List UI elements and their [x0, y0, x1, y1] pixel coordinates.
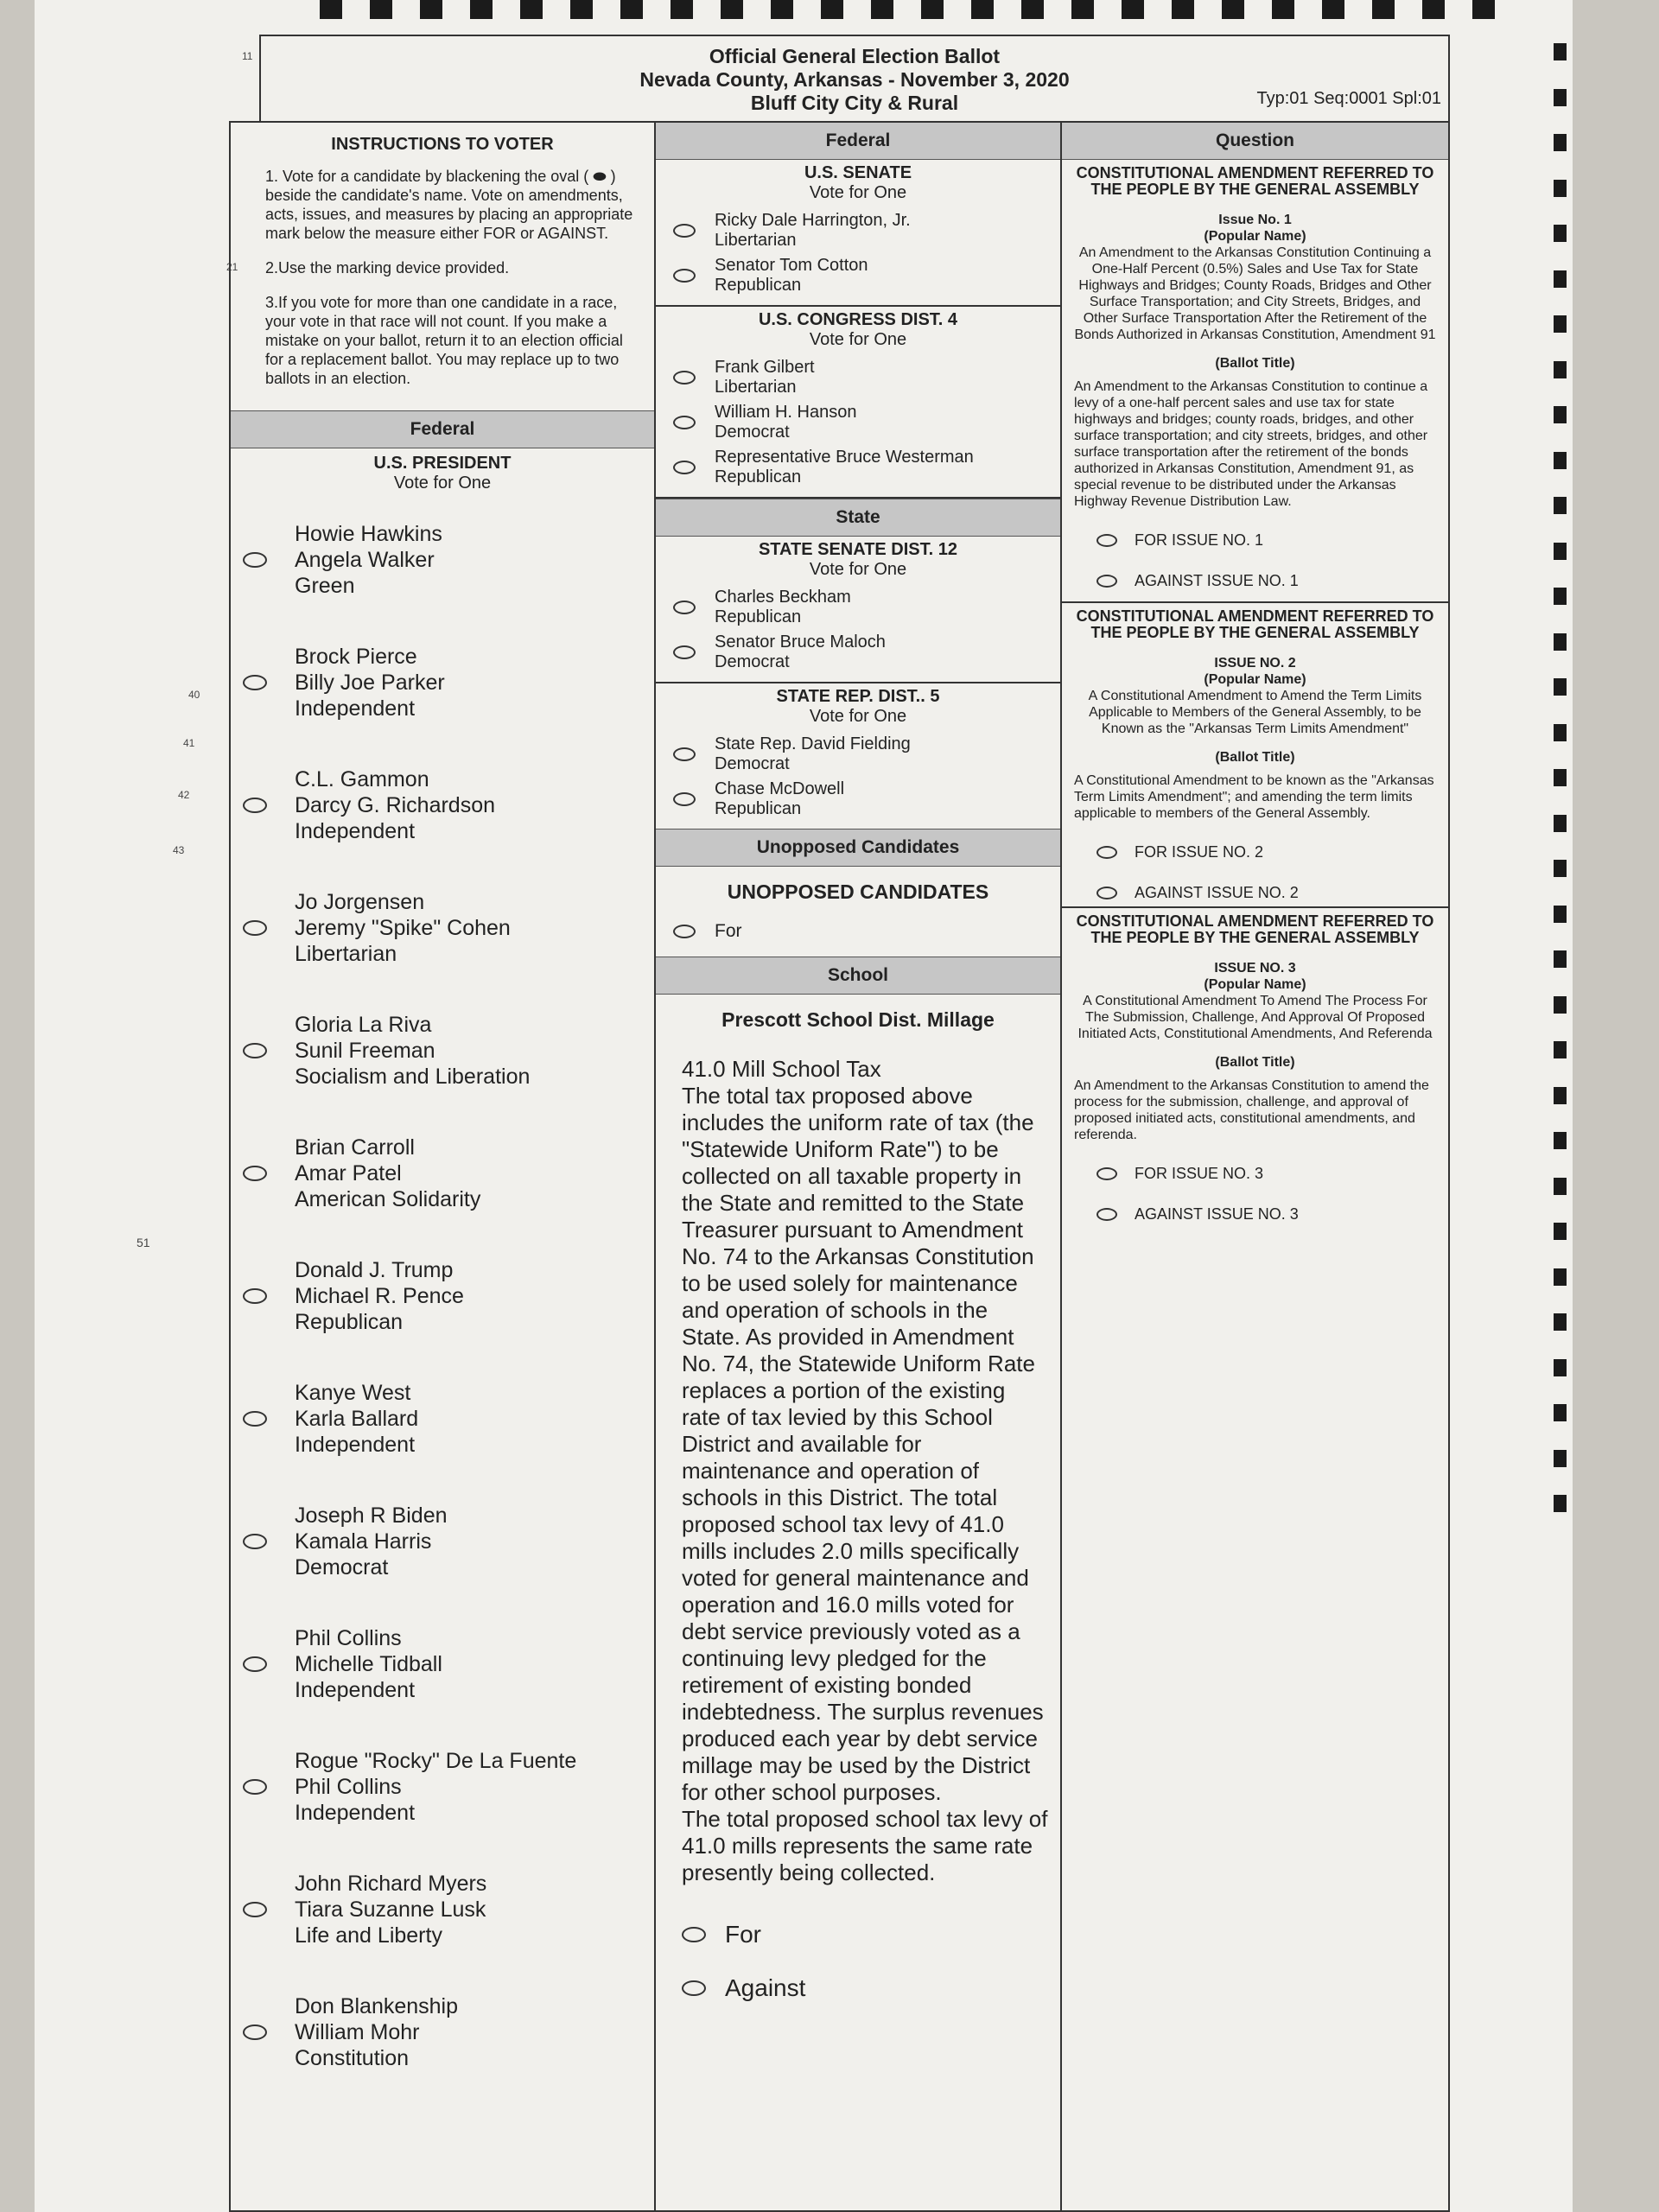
issue-against-option[interactable] [1096, 1206, 1436, 1223]
section-federal: Federal [656, 123, 1060, 160]
ballot-oval[interactable] [673, 601, 696, 614]
president-candidate-name: Howie Hawkins [295, 522, 442, 546]
candidate-party: Republican [715, 467, 802, 486]
section-unopposed: Unopposed Candidates [656, 829, 1060, 867]
candidate-name: Chase McDowell [715, 779, 845, 798]
row-number: 43 [173, 844, 185, 856]
ballot-header [259, 35, 1450, 121]
vice-president-candidate-name: Karla Ballard [295, 1407, 419, 1431]
race-subtitle: Vote for One [809, 560, 907, 579]
vice-president-candidate-name: Billy Joe Parker [295, 671, 445, 695]
timing-marks-top [320, 0, 1495, 22]
president-candidate-name: Brock Pierce [295, 645, 417, 669]
candidate-name: Senator Tom Cotton [715, 256, 868, 275]
section-federal: Federal [231, 410, 654, 448]
candidate-option[interactable] [656, 253, 1060, 298]
candidate-option[interactable] [231, 1480, 654, 1603]
race-subtitle: Vote for One [809, 183, 907, 202]
millage-text: 41.0 Mill School Tax The total tax proposed above includes the uniform rate of tax (the "Statewide Uniform Rate") to be collected on all taxable property in the State and remitted to the State Treasurer pursuant to Amendment No. 74 to the Arkansas Constitution to be used solely for maintenance and operation of schools in the State. As provided in Amendment No. 74, the Statewide Uniform Rate replaces a portion of the existing rate of tax levied by this School District and available for maintenance and operation of schools in this District. The total proposed school tax levy of 41.0 mills includes 2.0 mills specifically voted for general maintenance and operation and 16.0 mills voted for debt service previously voted as a continuing levy pledged for the retirement of existing bonded indebtedness. The surplus revenues produced each year by debt service millage may be used by the District for other school purposes. The total proposed school tax levy of 41.0 mills represents the same rate presently being collected. [682, 1056, 1048, 1885]
ballot-oval[interactable] [243, 1166, 267, 1181]
ballot-oval[interactable] [673, 461, 696, 474]
ballot-oval[interactable] [673, 371, 696, 385]
ballot-title-label: (Ballot Title) [1215, 1055, 1295, 1070]
candidate-party: Democrat [715, 423, 790, 442]
popular-name-label: (Popular Name) [1204, 672, 1306, 687]
candidate-party: American Solidarity [295, 1187, 481, 1211]
option-label: AGAINST ISSUE NO. 1 [1135, 572, 1299, 589]
ballot-oval[interactable] [243, 1902, 267, 1917]
president-candidate-name: Gloria La Riva [295, 1013, 432, 1037]
race-title: U.S. CONGRESS DIST. 4 [758, 310, 958, 329]
president-candidate-name: Brian Carroll [295, 1135, 415, 1160]
president-candidate-name: John Richard Myers [295, 1872, 487, 1896]
candidate-option[interactable] [231, 744, 654, 867]
ballot-oval[interactable] [243, 1411, 267, 1427]
ballot-grid [229, 121, 1450, 2212]
millage-title: Prescott School Dist. Millage [721, 1008, 995, 1031]
column-right [1062, 123, 1448, 2210]
vice-president-candidate-name: Jeremy "Spike" Cohen [295, 916, 511, 940]
race-us-congress [656, 307, 1060, 499]
timing-marks-right [1547, 43, 1573, 1512]
ballot-oval[interactable] [673, 269, 696, 283]
candidate-option[interactable] [231, 1357, 654, 1480]
popular-name-text: A Constitutional Amendment To Amend The Process For The Submission, Challenge, And Approval Of Proposed Initiated Acts, Constitutional Amendments, And Referenda [1077, 994, 1433, 1041]
ballot-title: Official General Election Ballot [709, 45, 1001, 67]
issue-number: ISSUE NO. 3 [1214, 961, 1296, 976]
candidate-party: Independent [295, 1678, 416, 1702]
unopposed-title: UNOPPOSED CANDIDATES [727, 880, 989, 903]
ballot-oval[interactable] [673, 747, 696, 761]
candidate-option[interactable] [656, 400, 1060, 445]
candidate-option[interactable] [231, 867, 654, 989]
race-state-senate [656, 537, 1060, 683]
candidate-option[interactable] [656, 630, 1060, 675]
issue-against-option[interactable] [1096, 885, 1436, 901]
issue-number: ISSUE NO. 2 [1214, 656, 1296, 671]
vice-president-candidate-name: Michael R. Pence [295, 1284, 464, 1308]
president-candidate-name: Donald J. Trump [295, 1258, 454, 1282]
candidate-party: Libertarian [295, 942, 397, 966]
candidate-option[interactable] [656, 585, 1060, 630]
popular-name-text: An Amendment to the Arkansas Constitution Continuing a One-Half Percent (0.5%) Sales and Use Tax for State Highways and Bridges; County Roads, Bridges and Other Surface Transportation; and City Streets, Bridges, and Other Surface Transportation After the Retirement of the Bonds Authorized in Arkansas Constitution, Amendment 91 [1074, 245, 1436, 342]
county-line: Nevada County, Arkansas - November 3, 2020 [639, 68, 1070, 91]
section-question: Question [1062, 123, 1448, 160]
popular-name-label: (Popular Name) [1204, 229, 1306, 244]
race-state-rep [656, 683, 1060, 829]
president-candidate-name: Kanye West [295, 1381, 411, 1405]
row-number: 42 [178, 789, 190, 801]
candidate-option[interactable] [231, 1112, 654, 1235]
candidate-party: Democrat [715, 754, 790, 773]
ballot-oval[interactable] [243, 552, 267, 568]
ballot-oval[interactable] [1096, 846, 1117, 859]
issue-3 [1062, 908, 1448, 1228]
candidate-name: State Rep. David Fielding [715, 734, 911, 753]
vice-president-candidate-name: Sunil Freeman [295, 1039, 435, 1063]
column-left [231, 123, 656, 2210]
vice-president-candidate-name: Michelle Tidball [295, 1652, 442, 1676]
race-title: STATE REP. DIST.. 5 [776, 687, 940, 706]
candidate-option[interactable] [231, 1971, 654, 2094]
issue-number: Issue No. 1 [1218, 213, 1292, 227]
section-state: State [656, 499, 1060, 537]
race-title: U.S. SENATE [804, 163, 912, 182]
race-subtitle: Vote for One [393, 474, 492, 493]
ballot-oval[interactable] [243, 920, 267, 936]
section-school: School [656, 957, 1060, 995]
vice-president-candidate-name: William Mohr [295, 2020, 420, 2044]
instruction-2: 2.Use the marking device provided. [265, 259, 510, 276]
instructions-title: INSTRUCTIONS TO VOTER [331, 135, 554, 154]
race-title: U.S. PRESIDENT [373, 454, 512, 473]
race-title: STATE SENATE DIST. 12 [758, 540, 958, 559]
issue-heading: CONSTITUTIONAL AMENDMENT REFERRED TO THE PEOPLE BY THE GENERAL ASSEMBLY [1076, 164, 1434, 198]
issue-for-option[interactable] [1096, 532, 1436, 549]
race-subtitle: Vote for One [809, 330, 907, 349]
president-candidate-name: Joseph R Biden [295, 1503, 448, 1528]
type-sequence: Typ:01 Seq:0001 Spl:01 [1256, 89, 1441, 108]
ballot-title-label: (Ballot Title) [1215, 356, 1295, 371]
candidate-party: Republican [715, 276, 802, 295]
candidate-option[interactable] [231, 1726, 654, 1848]
unopposed-for-option[interactable] [656, 918, 1060, 957]
ballot-oval[interactable] [243, 2024, 267, 2040]
precinct-name: Bluff City City & Rural [750, 92, 959, 114]
ballot-title-text: A Constitutional Amendment to be known as the "Arkansas Term Limits Amendment"; and amending the term limits applicable to members of the General Assembly. [1074, 773, 1434, 821]
vice-president-candidate-name: Kamala Harris [295, 1529, 432, 1554]
ballot-oval[interactable] [243, 798, 267, 813]
candidate-option[interactable] [231, 499, 654, 621]
ballot-oval[interactable] [682, 1927, 706, 1942]
instruction-1: 1. Vote for a candidate by blackening the oval ( ⬬ ) beside the candidate's name. Vote on amendments, acts, issues, and measures by placing an appropriate mark below the measure either FOR or AGAINST. [265, 168, 633, 242]
option-label: FOR ISSUE NO. 2 [1135, 843, 1264, 861]
candidate-option[interactable] [231, 1848, 654, 1971]
ballot-oval[interactable] [673, 416, 696, 429]
candidate-name: William H. Hanson [715, 403, 857, 422]
ballot-oval[interactable] [1096, 575, 1117, 588]
candidate-party: Independent [295, 696, 416, 721]
option-label: For [725, 1921, 761, 1948]
option-label: FOR ISSUE NO. 3 [1135, 1165, 1264, 1182]
president-candidate-name: Jo Jorgensen [295, 890, 425, 914]
ballot-oval[interactable] [673, 925, 696, 938]
millage-for-option[interactable] [682, 1921, 1060, 1948]
ballot-oval[interactable] [673, 645, 696, 659]
candidate-option[interactable] [656, 355, 1060, 400]
candidate-party: Constitution [295, 2046, 410, 2070]
issue-1 [1062, 160, 1448, 603]
candidate-option[interactable] [231, 989, 654, 1112]
candidate-party: Independent [295, 1433, 416, 1457]
ballot-oval[interactable] [243, 1534, 267, 1549]
ballot-title-text: An Amendment to the Arkansas Constitution to continue a levy of a one-half percent sales and use tax for state highways and bridges; county roads, bridges, and other surface transportation; and city streets, bridges, and other surface transportation after the retirement of the bonds authorized in Arkansas Constitution, Amendment 91, as special revenue to be distributed under the Arkansas Highway Revenue Distribution Law. [1074, 379, 1428, 509]
row-number: 51 [137, 1236, 150, 1249]
candidate-party: Life and Liberty [295, 1923, 442, 1948]
candidate-party: Green [295, 574, 355, 598]
popular-name-label: (Popular Name) [1204, 977, 1306, 992]
ballot-oval[interactable] [1096, 1167, 1117, 1180]
president-candidate-name: Rogue "Rocky" De La Fuente [295, 1749, 577, 1773]
option-label: FOR ISSUE NO. 1 [1135, 531, 1264, 549]
ballot-oval[interactable] [1096, 1208, 1117, 1221]
candidate-option[interactable] [231, 1235, 654, 1357]
race-president [231, 454, 654, 2094]
candidate-name: Charles Beckham [715, 588, 851, 607]
option-label: For [715, 921, 742, 941]
issue-for-option[interactable] [1096, 1166, 1436, 1182]
ballot-oval[interactable] [243, 1043, 267, 1058]
candidate-party: Libertarian [715, 378, 797, 397]
candidate-name: Ricky Dale Harrington, Jr. [715, 211, 911, 230]
column-middle [656, 123, 1062, 2210]
option-label: AGAINST ISSUE NO. 3 [1135, 1205, 1299, 1223]
candidate-name: Senator Bruce Maloch [715, 632, 886, 652]
option-label: Against [725, 1974, 806, 2001]
row-number: 41 [183, 737, 195, 749]
candidate-party: Democrat [295, 1555, 389, 1580]
candidate-option[interactable] [656, 208, 1060, 253]
race-subtitle: Vote for One [809, 707, 907, 726]
race-us-senate [656, 160, 1060, 307]
candidate-option[interactable] [656, 445, 1060, 490]
ballot-title-label: (Ballot Title) [1215, 750, 1295, 765]
candidate-option[interactable] [231, 621, 654, 744]
president-candidate-name: Don Blankenship [295, 1994, 459, 2018]
vice-president-candidate-name: Amar Patel [295, 1161, 402, 1185]
row-number: 40 [188, 689, 200, 701]
vice-president-candidate-name: Darcy G. Richardson [295, 793, 496, 817]
candidate-option[interactable] [231, 1603, 654, 1726]
ballot-title-text: An Amendment to the Arkansas Constitution to amend the process for the submission, challenge, and approval of proposed initiated acts, constitutional amendments, and referenda. [1074, 1078, 1429, 1142]
millage-against-option[interactable] [682, 1974, 1060, 2002]
ballot-oval[interactable] [243, 1288, 267, 1304]
issue-heading: CONSTITUTIONAL AMENDMENT REFERRED TO THE PEOPLE BY THE GENERAL ASSEMBLY [1076, 607, 1434, 641]
ballot-oval[interactable] [243, 1779, 267, 1795]
ballot-oval[interactable] [243, 1656, 267, 1672]
instruction-3: 3.If you vote for more than one candidate in a race, your vote in that race will not count. If you make a mistake on your ballot, return it to an election official for a replacement ballot. You may replace up to two ballots in an election. [265, 294, 623, 387]
issue-for-option[interactable] [1096, 844, 1436, 861]
ballot-oval[interactable] [682, 1980, 706, 1996]
candidate-party: Independent [295, 1801, 416, 1825]
row-number: 11 [242, 50, 253, 62]
candidate-party: Republican [715, 799, 802, 818]
candidate-option[interactable] [656, 777, 1060, 822]
candidate-party: Libertarian [715, 231, 797, 250]
ballot-oval[interactable] [243, 675, 267, 690]
ballot-oval[interactable] [673, 224, 696, 238]
president-candidate-name: Phil Collins [295, 1626, 402, 1650]
vice-president-candidate-name: Tiara Suzanne Lusk [295, 1897, 486, 1922]
candidate-party: Republican [715, 607, 802, 626]
ballot-oval[interactable] [1096, 534, 1117, 547]
candidate-party: Democrat [715, 652, 790, 671]
candidate-name: Frank Gilbert [715, 358, 815, 377]
issue-heading: CONSTITUTIONAL AMENDMENT REFERRED TO THE PEOPLE BY THE GENERAL ASSEMBLY [1076, 912, 1434, 946]
candidate-option[interactable] [656, 732, 1060, 777]
president-candidate-name: C.L. Gammon [295, 767, 429, 791]
candidate-party: Republican [295, 1310, 404, 1334]
issue-2 [1062, 603, 1448, 908]
issue-against-option[interactable] [1096, 573, 1436, 589]
candidate-name: Representative Bruce Westerman [715, 448, 974, 467]
option-label: AGAINST ISSUE NO. 2 [1135, 884, 1299, 901]
vice-president-candidate-name: Angela Walker [295, 548, 435, 572]
ballot-oval[interactable] [673, 792, 696, 806]
row-number: 21 [226, 261, 238, 273]
ballot-oval[interactable] [1096, 887, 1117, 899]
vice-president-candidate-name: Phil Collins [295, 1775, 402, 1799]
candidate-party: Independent [295, 819, 416, 843]
candidate-party: Socialism and Liberation [295, 1065, 531, 1089]
popular-name-text: A Constitutional Amendment to Amend the Term Limits Applicable to Members of the General Assembly, to be Known as the "Arkansas Term Limits Amendment" [1088, 689, 1422, 736]
